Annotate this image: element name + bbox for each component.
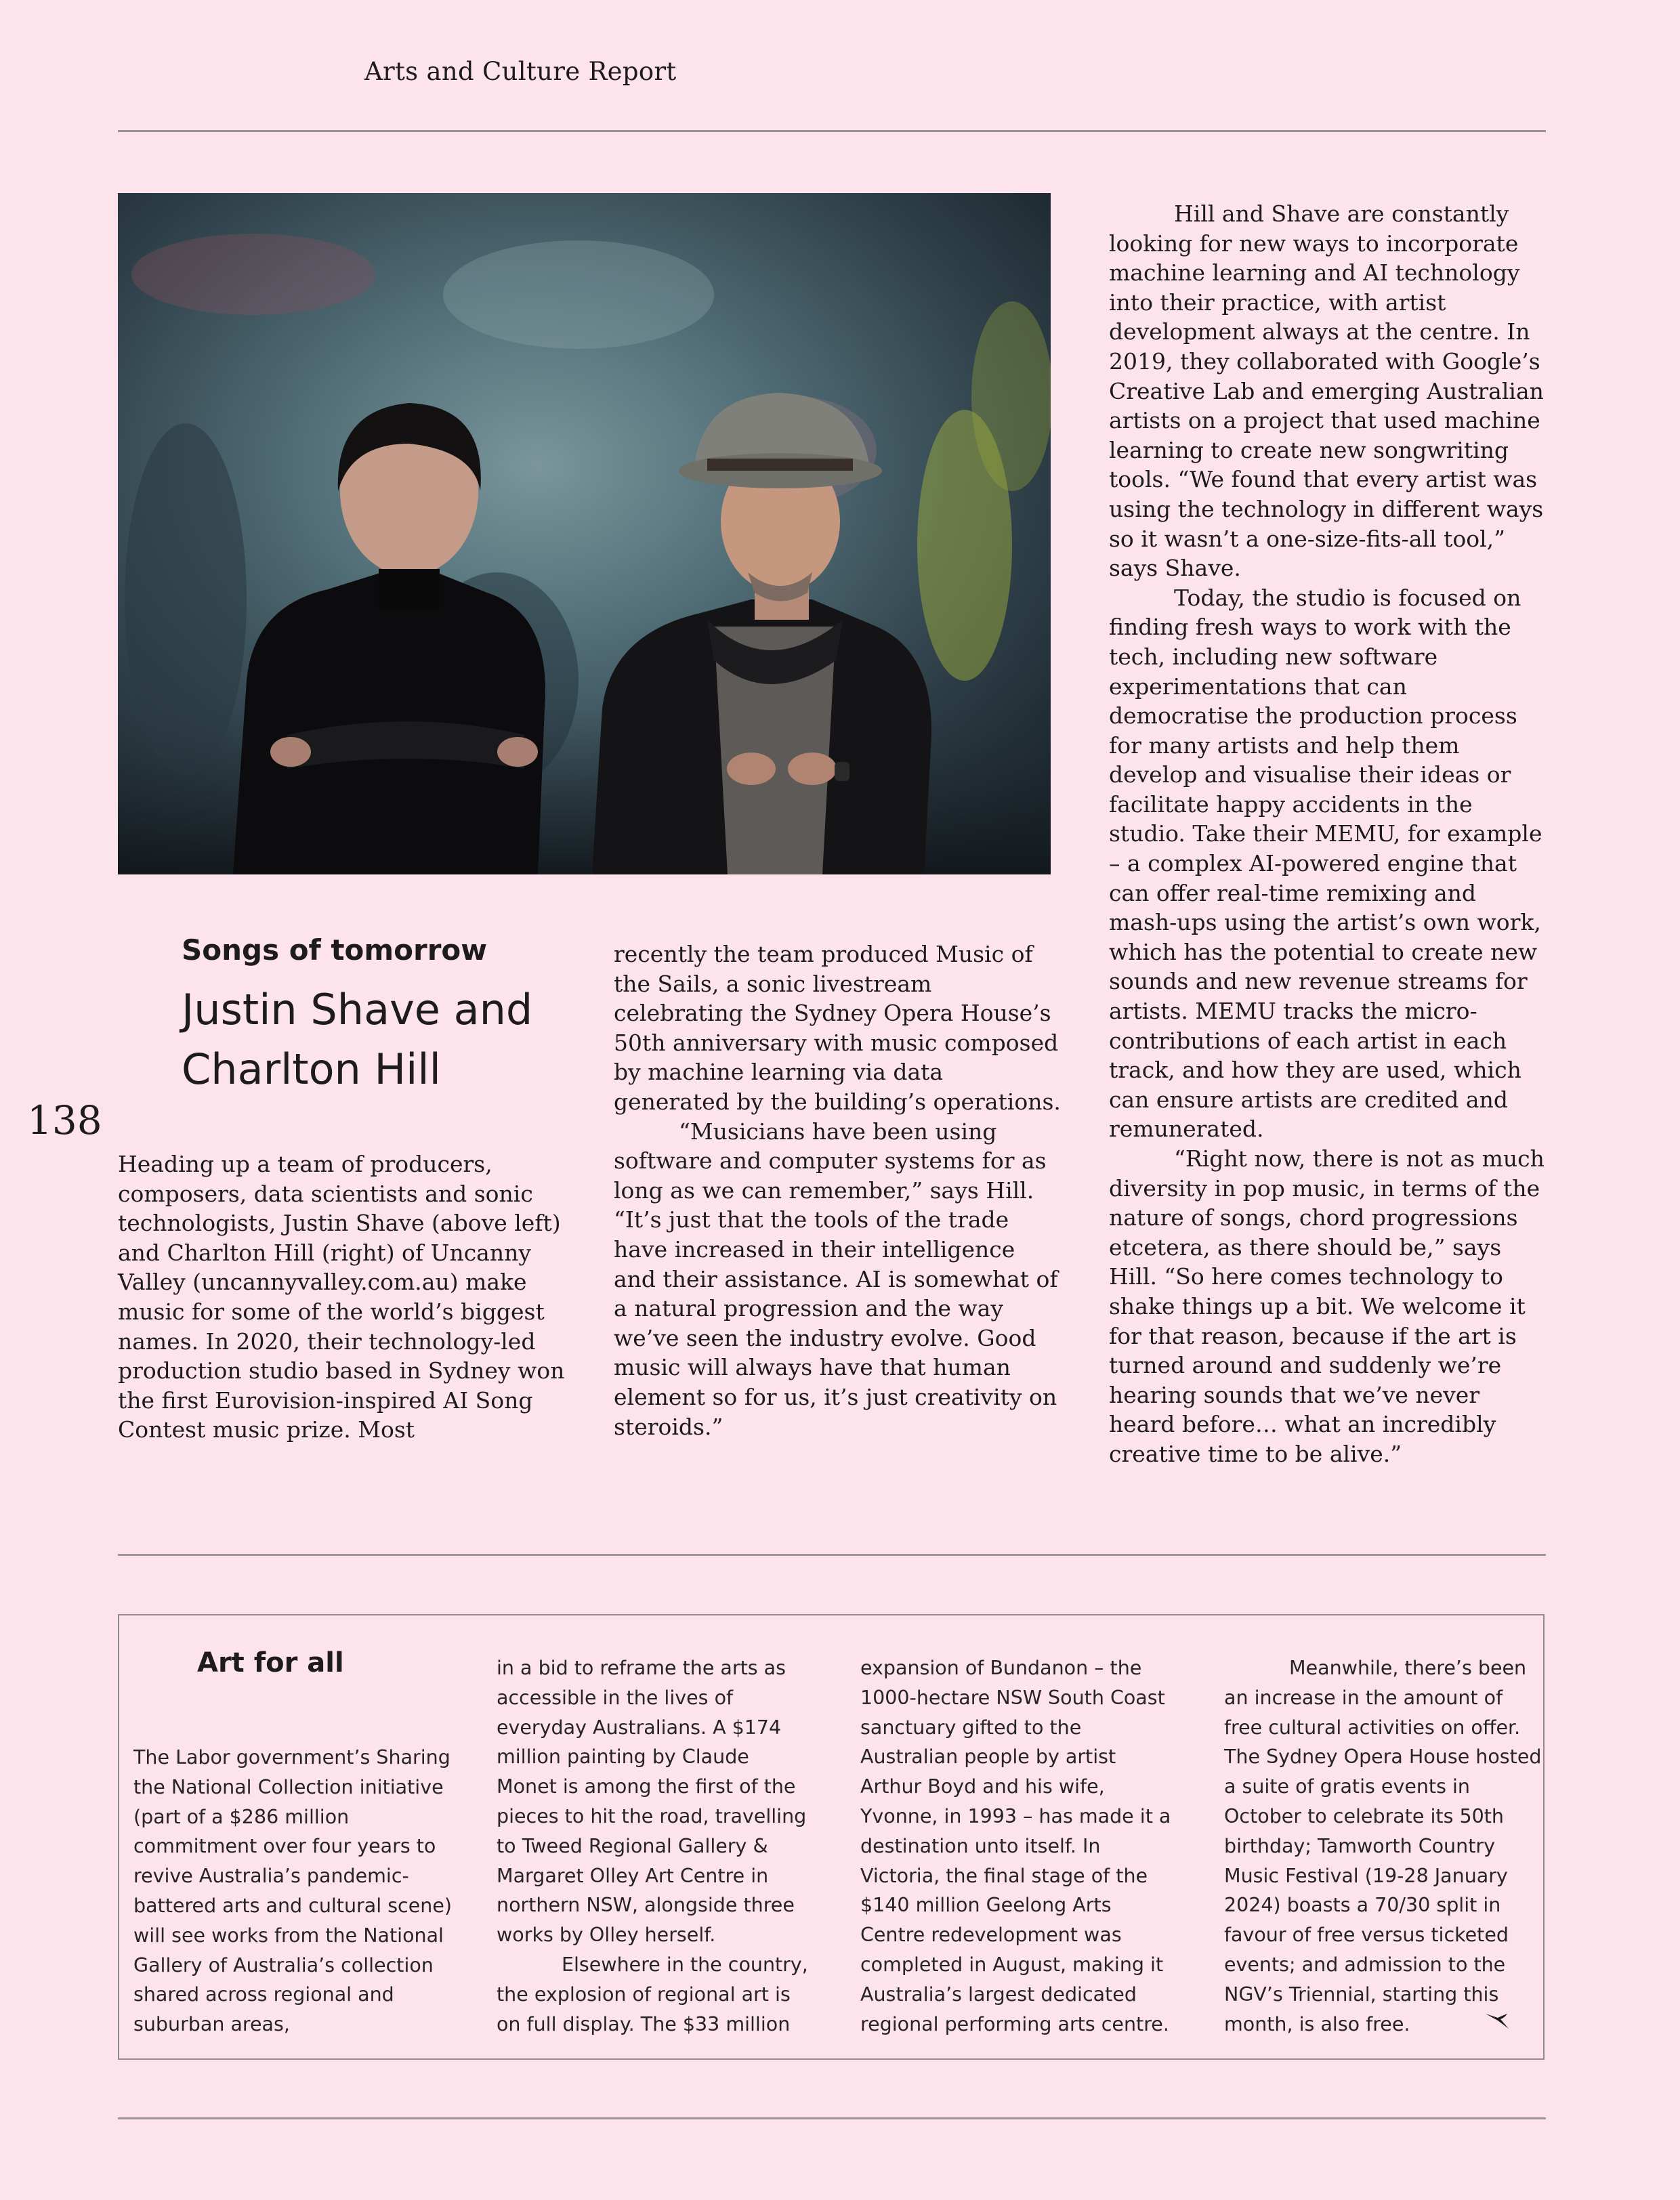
sidebar-column-1: [133, 1743, 452, 2039]
headline-line-2: Charlton Hill: [182, 1044, 441, 1094]
sidebar-column-4: [1224, 1653, 1542, 2039]
feature-column-1: [118, 1149, 565, 1445]
running-head: Arts and Culture Report: [364, 57, 677, 86]
sidebar-column-3: [860, 1653, 1179, 2039]
paragraph: in a bid to reframe the arts as accessible in the lives of everyday Australians. A $174 million painting by Claude Monet is among the first of the pieces to hit the road, travelling to Tweed Regional Gallery & Margaret Olley Art Centre in northern NSW, alongside three works by Olley herself.: [497, 1657, 807, 1947]
header-rule: [118, 130, 1546, 132]
paragraph: Heading up a team of producers, composers, data scientists and sonic technologists, Justin Shave (above left) and Charlton Hill (right) of Uncanny Valley (uncannyvalley.com.au) make music for some of the world’s biggest names. In 2020, their technology-led production studio based in Sydney won the first Eurovision-inspired AI Song Contest music prize. Most: [118, 1151, 565, 1443]
portrait-photo: [118, 193, 1051, 874]
page-number: 138: [27, 1097, 102, 1143]
sidebar-column-2: [497, 1653, 815, 2039]
feature-column-2: [614, 939, 1061, 1441]
headline-line-1: Justin Shave and: [182, 985, 533, 1034]
paragraph-text: Meanwhile, there’s been an increase in the amount of free cultural activities on offer. The Sydney Opera House hosted a suite of gratis events in October to celebrate its 50th birthday; Tamworth Country Music Festival (19-28 January 2024) boasts a 70/30 split in favour of free versus ticketed events; and admission to the NGV’s Triennial, starting this month, is also free.: [1224, 1657, 1542, 2035]
paragraph: Today, the studio is focused on finding fresh ways to work with the tech, including new software experimentations that can democratise the production process for many artists and help them develop and visualise their ideas or facilitate happy accidents in the studio. Take their MEMU, for example – a complex AI-powered engine that can offer real-time remixing and mash-ups using the artist’s own work, which has the potential to create new sounds and new revenue streams for artists. MEMU tracks the micro-contributions of each artist in each track, and how they are used, which can ensure artists are credited and remunerated.: [1109, 584, 1542, 1143]
paragraph: expansion of Bundanon – the 1000-hectare NSW South Coast sanctuary gifted to the Australian people by artist Arthur Boyd and his wife, Yvonne, in 1993 – has made it a destination unto itself. In Victoria, the final stage of the $140 million Geelong Arts Centre redevelopment was completed in August, making it Australia’s largest dedicated regional performing arts centre.: [860, 1657, 1171, 2035]
sidebar-title: Art for all: [197, 1647, 344, 1678]
feature-kicker: Songs of tomorrow: [182, 933, 488, 967]
section-rule: [118, 1554, 1546, 1556]
feature-headline: [182, 980, 588, 1099]
footer-rule: [118, 2117, 1546, 2119]
paragraph: The Labor government’s Sharing the National Collection initiative (part of a $286 million commitment over four years to revive Australia’s pandemic-battered arts and cultural scene) will see works from the National Gallery of Australia’s collection shared across regional and suburban areas,: [133, 1746, 452, 2036]
paragraph: [1224, 1653, 1542, 2039]
paragraph: recently the team produced Music of the Sails, a sonic livestream celebrating the Sydney Opera House’s 50th anniversary with music composed by machine learning via data generated by the building’s operations.: [614, 941, 1061, 1115]
paragraph: Hill and Shave are constantly looking for new ways to incorporate machine learning and AI technology into their practice, with artist development always at the centre. In 2019, they collaborated with Google’s Creative Lab and emerging Australian artists on a project that used machine learning to create new songwriting tools. “We found that every artist was using the technology in different ways so it wasn’t a one-size-fits-all tool,” says Shave.: [1109, 200, 1544, 582]
feature-column-3: [1109, 199, 1549, 1469]
paragraph: “Right now, there is not as much diversity in pop music, in terms of the nature of songs, chord progressions etcetera, as there should be,” says Hill. “So here comes technology to shake things up a bit. We welcome it for that reason, because if the art is turned around and suddenly we’re hearing sounds that we’ve never heard before… what an incredibly creative time to be alive.”: [1109, 1145, 1545, 1467]
paragraph: “Musicians have been using software and computer systems for as long as we can remember,” says Hill. “It’s just that the tools of the trade have increased in their intelligence and their assistance. AI is somewhat of a natural progression and the way we’ve seen the industry evolve. Good music will always have that human element so for us, it’s just creativity on steroids.”: [614, 1118, 1058, 1440]
paragraph: Elsewhere in the country, the explosion of regional art is on full display. The $33 million: [497, 1953, 808, 2035]
portrait-photo-illustration: [118, 193, 1051, 874]
bird-end-mark-icon: [1419, 2010, 1511, 2040]
